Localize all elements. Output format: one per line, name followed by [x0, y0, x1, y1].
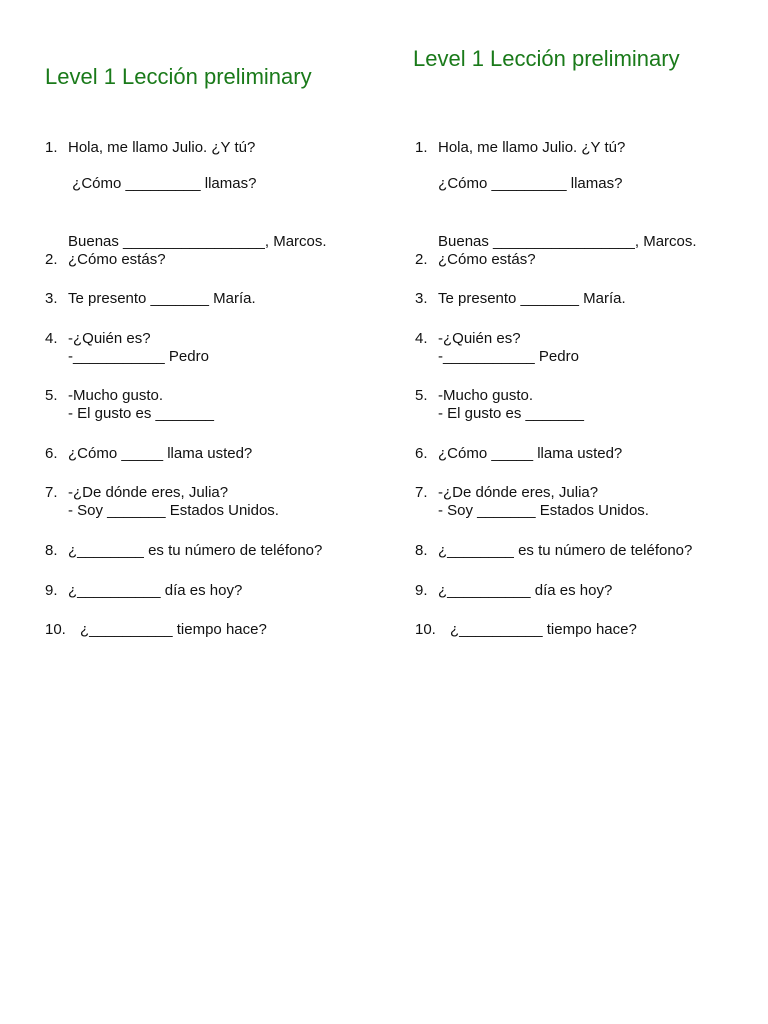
item-5-line-1: -Mucho gusto. — [68, 387, 164, 404]
item-6-number: 6. — [45, 445, 58, 462]
item-7-line-1: -¿De dónde eres, Julia? — [438, 484, 599, 501]
worksheet-title: Level 1 Lección preliminary — [45, 64, 312, 89]
item-5-number: 5. — [415, 387, 428, 404]
item-1-line-2: ¿Cómo _________ llamas? — [68, 175, 257, 192]
item-9-number: 9. — [415, 582, 428, 599]
item-8-line-1: ¿________ es tu número de teléfono? — [438, 542, 693, 559]
item-2-number: 2. — [45, 251, 58, 268]
item-3-number: 3. — [415, 290, 428, 307]
item-1-number: 1. — [45, 139, 58, 156]
item-5-line-2: - El gusto es _______ — [68, 405, 214, 422]
item-9-line-1: ¿__________ día es hoy? — [438, 582, 613, 599]
item-3-line-1: Te presento _______ María. — [68, 290, 256, 307]
item-4-number: 4. — [415, 330, 428, 347]
item-9-line-1: ¿__________ día es hoy? — [68, 582, 243, 599]
item-8-line-1: ¿________ es tu número de teléfono? — [68, 542, 323, 559]
item-1-line-1: Hola, me llamo Julio. ¿Y tú? — [438, 139, 626, 156]
item-6-number: 6. — [415, 445, 428, 462]
item-4-line-2: -___________ Pedro — [68, 348, 209, 365]
item-2-line-1: ¿Cómo estás? — [68, 251, 166, 268]
item-5-line-1: -Mucho gusto. — [438, 387, 534, 404]
item-7-line-1: -¿De dónde eres, Julia? — [68, 484, 229, 501]
item-6-line-1: ¿Cómo _____ llama usted? — [438, 445, 623, 462]
item-6-line-1: ¿Cómo _____ llama usted? — [68, 445, 253, 462]
item-2-line-1: ¿Cómo estás? — [438, 251, 536, 268]
item-1-line-2: ¿Cómo _________ llamas? — [434, 175, 623, 192]
item-4-line-1: -¿Quién es? — [438, 330, 521, 347]
worksheet-right — [370, 0, 740, 1024]
item-10-line-1: ¿__________ tiempo hace? — [450, 621, 637, 638]
item-10-line-1: ¿__________ tiempo hace? — [80, 621, 267, 638]
item-8-number: 8. — [415, 542, 428, 559]
item-2-number: 2. — [415, 251, 428, 268]
item-4-line-2: -___________ Pedro — [438, 348, 579, 365]
item-10-number: 10. — [415, 621, 436, 638]
item-8-number: 8. — [45, 542, 58, 559]
item-7-line-2: - Soy _______ Estados Unidos. — [68, 502, 279, 519]
item-7-line-2: - Soy _______ Estados Unidos. — [438, 502, 649, 519]
item-9-number: 9. — [45, 582, 58, 599]
item-4-line-1: -¿Quién es? — [68, 330, 151, 347]
item-1-line-1: Hola, me llamo Julio. ¿Y tú? — [68, 139, 256, 156]
item-1-line-3: Buenas _________________, Marcos. — [438, 233, 697, 250]
item-10-number: 10. — [45, 621, 66, 638]
item-4-number: 4. — [45, 330, 58, 347]
worksheet-left — [0, 0, 370, 1024]
item-3-number: 3. — [45, 290, 58, 307]
worksheet-title: Level 1 Lección preliminary — [413, 46, 680, 71]
item-5-line-2: - El gusto es _______ — [438, 405, 584, 422]
item-7-number: 7. — [45, 484, 58, 501]
item-1-number: 1. — [415, 139, 428, 156]
item-7-number: 7. — [415, 484, 428, 501]
item-5-number: 5. — [45, 387, 58, 404]
item-3-line-1: Te presento _______ María. — [438, 290, 626, 307]
item-1-line-3: Buenas _________________, Marcos. — [68, 233, 327, 250]
